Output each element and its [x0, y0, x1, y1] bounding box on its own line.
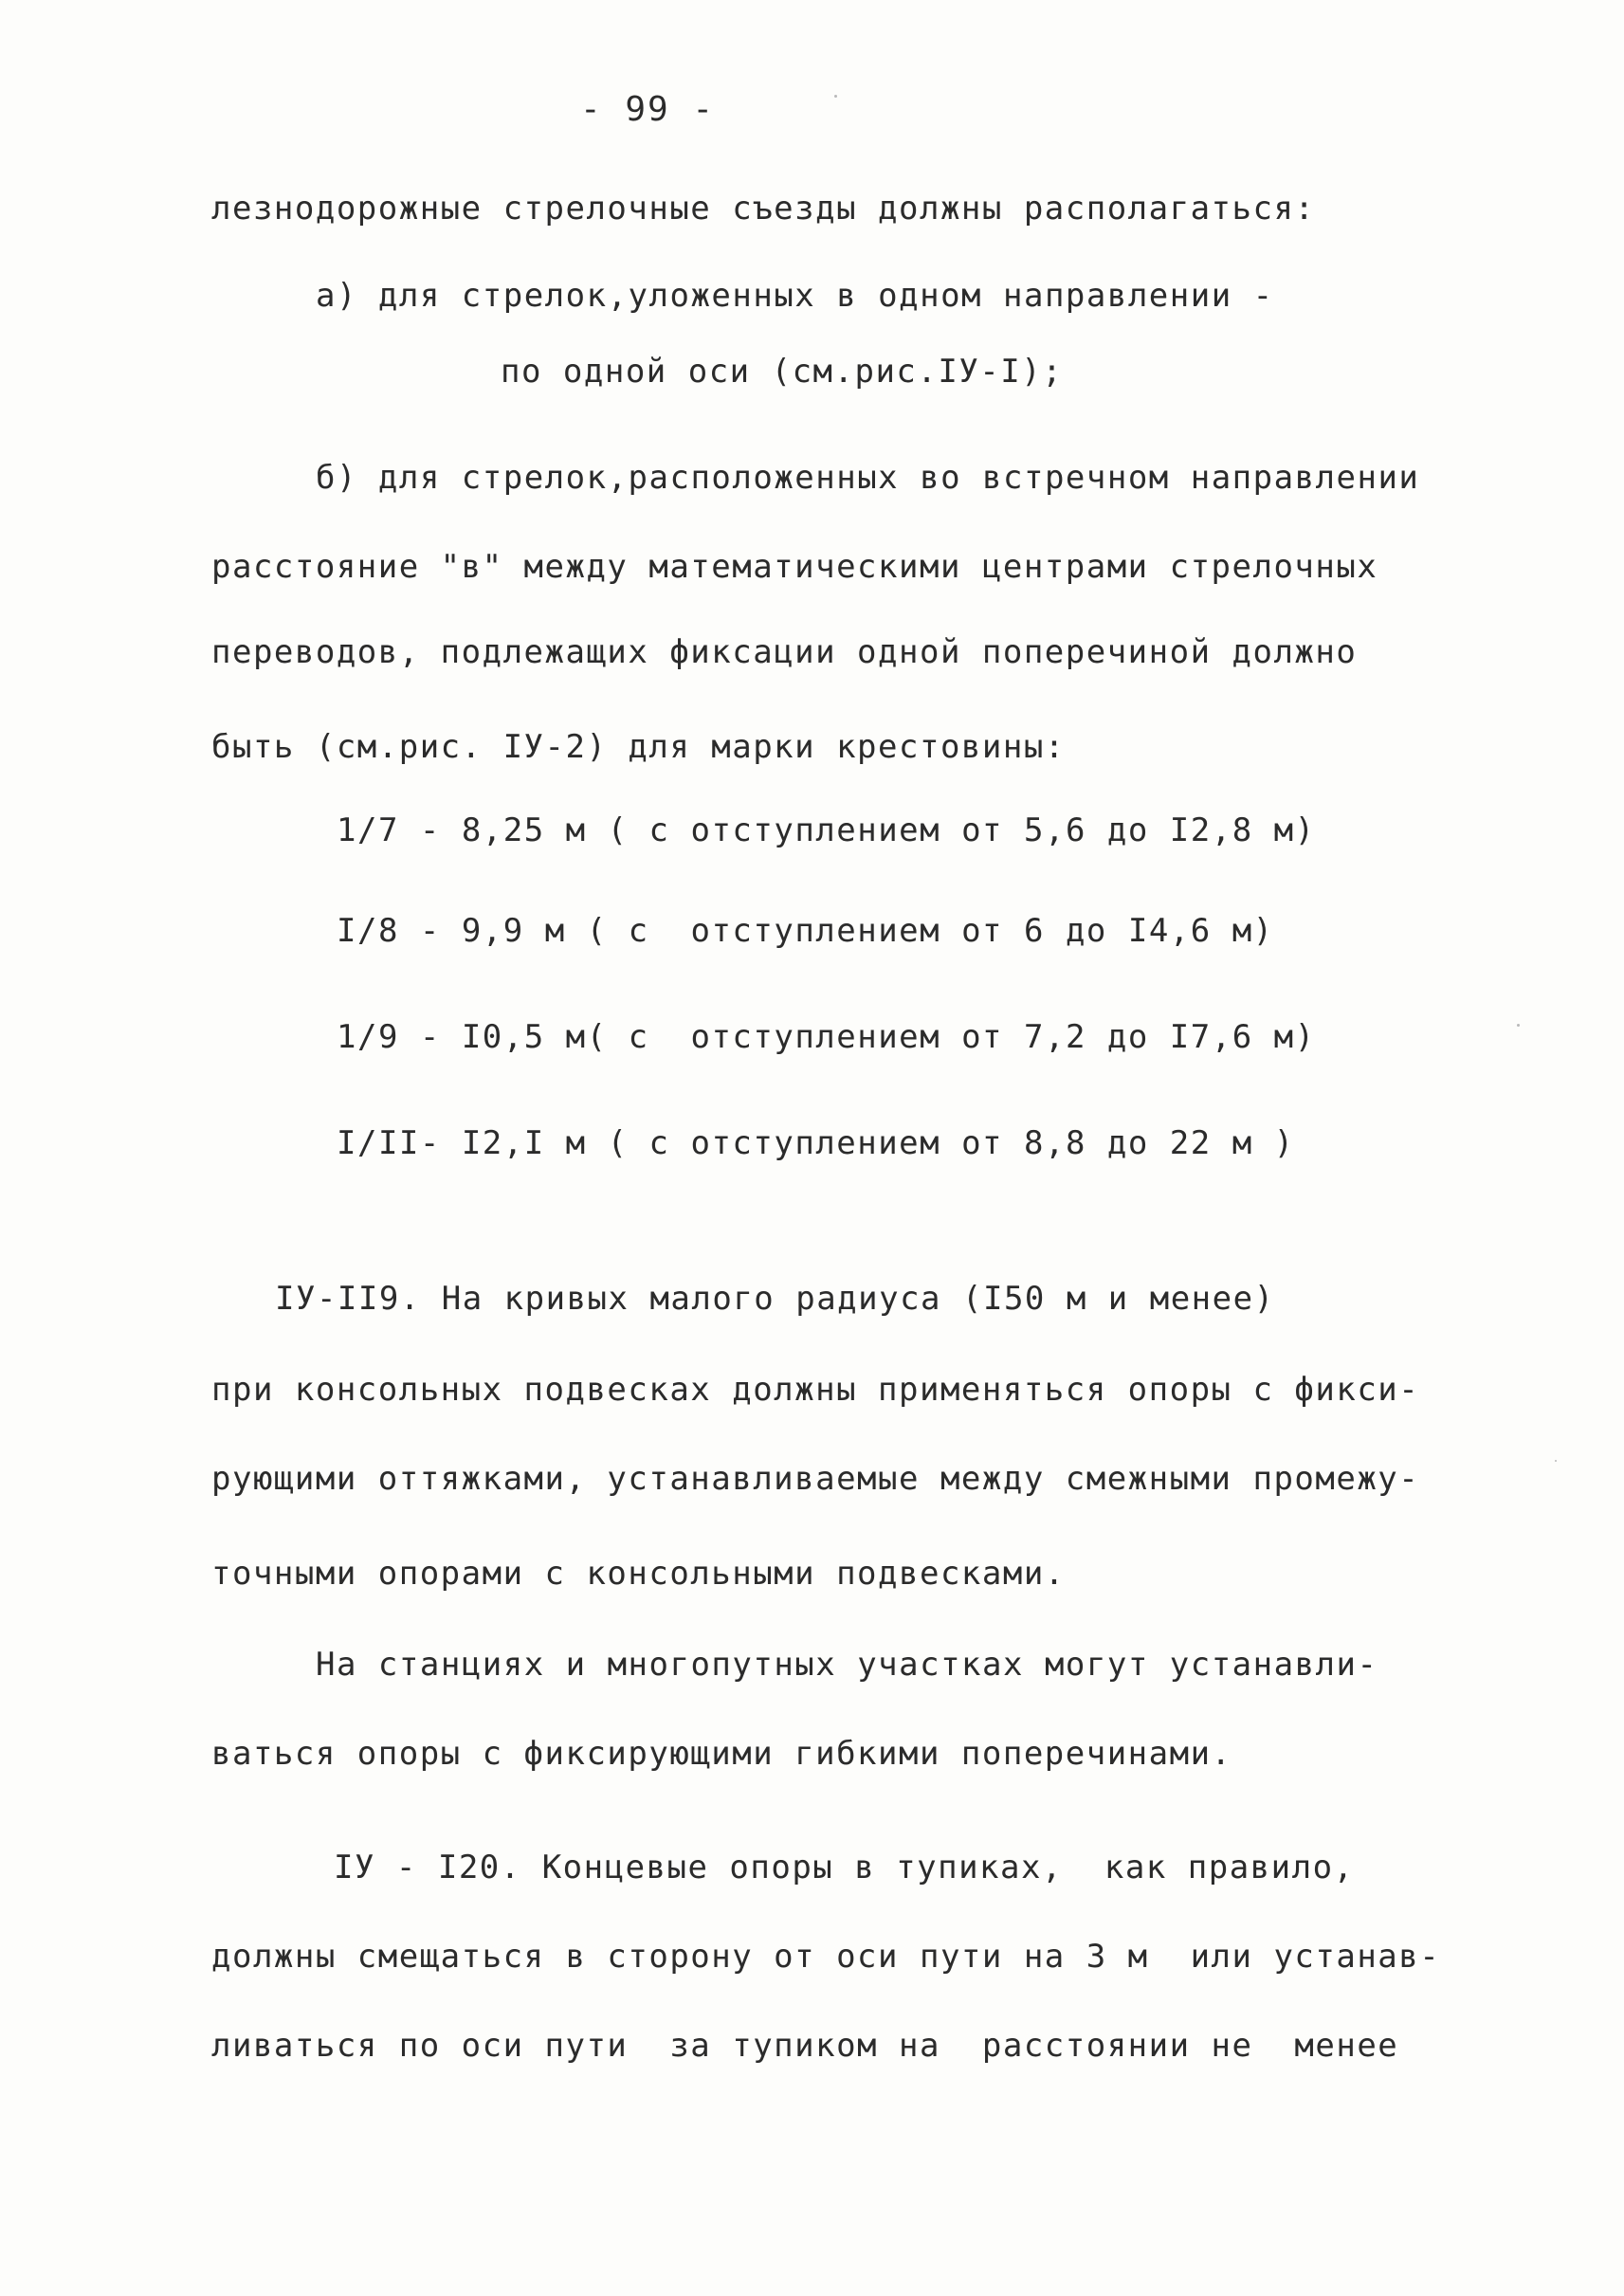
- text-line-9: I/8 - 9,9 м ( с отступлением от 6 до I4,6 м): [337, 912, 1274, 950]
- text-line-17: ваться опоры с фиксирующими гибкими поперечинами.: [211, 1735, 1232, 1773]
- text-line-13: при консольных подвесках должны применяться опоры с фикси-: [211, 1371, 1420, 1409]
- text-line-15: точными опорами с консольными подвесками.: [211, 1555, 1066, 1593]
- text-line-4: б) для стрелок,расположенных во встречном направлении: [316, 459, 1420, 497]
- page-number: - 99 -: [580, 90, 716, 129]
- text-line-12: IУ-II9. На кривых малого радиуса (I50 м и менее): [275, 1280, 1275, 1318]
- text-line-16: На станциях и многопутных участках могут устанавли-: [316, 1646, 1378, 1684]
- text-line-7: быть (см.рис. IУ-2) для марки крестовины:: [211, 728, 1066, 766]
- text-line-6: переводов, подлежащих фиксации одной поперечиной должно: [211, 633, 1358, 671]
- paper-speck: [1517, 1024, 1520, 1027]
- text-line-19: должны смещаться в сторону от оси пути на 3 м или устанав-: [211, 1938, 1441, 1976]
- text-line-11: I/II- I2,I м ( с отступлением от 8,8 до 22 м ): [337, 1124, 1295, 1162]
- paper-speck: [1555, 1460, 1557, 1462]
- text-line-1: лезнодорожные стрелочные съезды должны располагаться:: [211, 190, 1316, 228]
- text-line-5: расстояние "в" между математическими центрами стрелочных: [211, 548, 1378, 586]
- text-line-18: IУ - I20. Концевые опоры в тупиках, как правило,: [334, 1849, 1355, 1886]
- text-line-3: по одной оси (см.рис.IУ-I);: [501, 353, 1064, 391]
- text-line-8: 1/7 - 8,25 м ( с отступлением от 5,6 до I2,8 м): [337, 811, 1316, 849]
- text-line-14: рующими оттяжками, устанавливаемые между смежными промежу-: [211, 1460, 1420, 1498]
- paper-speck: [834, 95, 837, 98]
- text-line-10: 1/9 - I0,5 м( с отступлением от 7,2 до I7,6 м): [337, 1018, 1316, 1056]
- text-line-2: а) для стрелок,уложенных в одном направлении -: [316, 277, 1274, 315]
- text-line-20: ливаться по оси пути за тупиком на расстоянии не менее: [211, 2027, 1399, 2065]
